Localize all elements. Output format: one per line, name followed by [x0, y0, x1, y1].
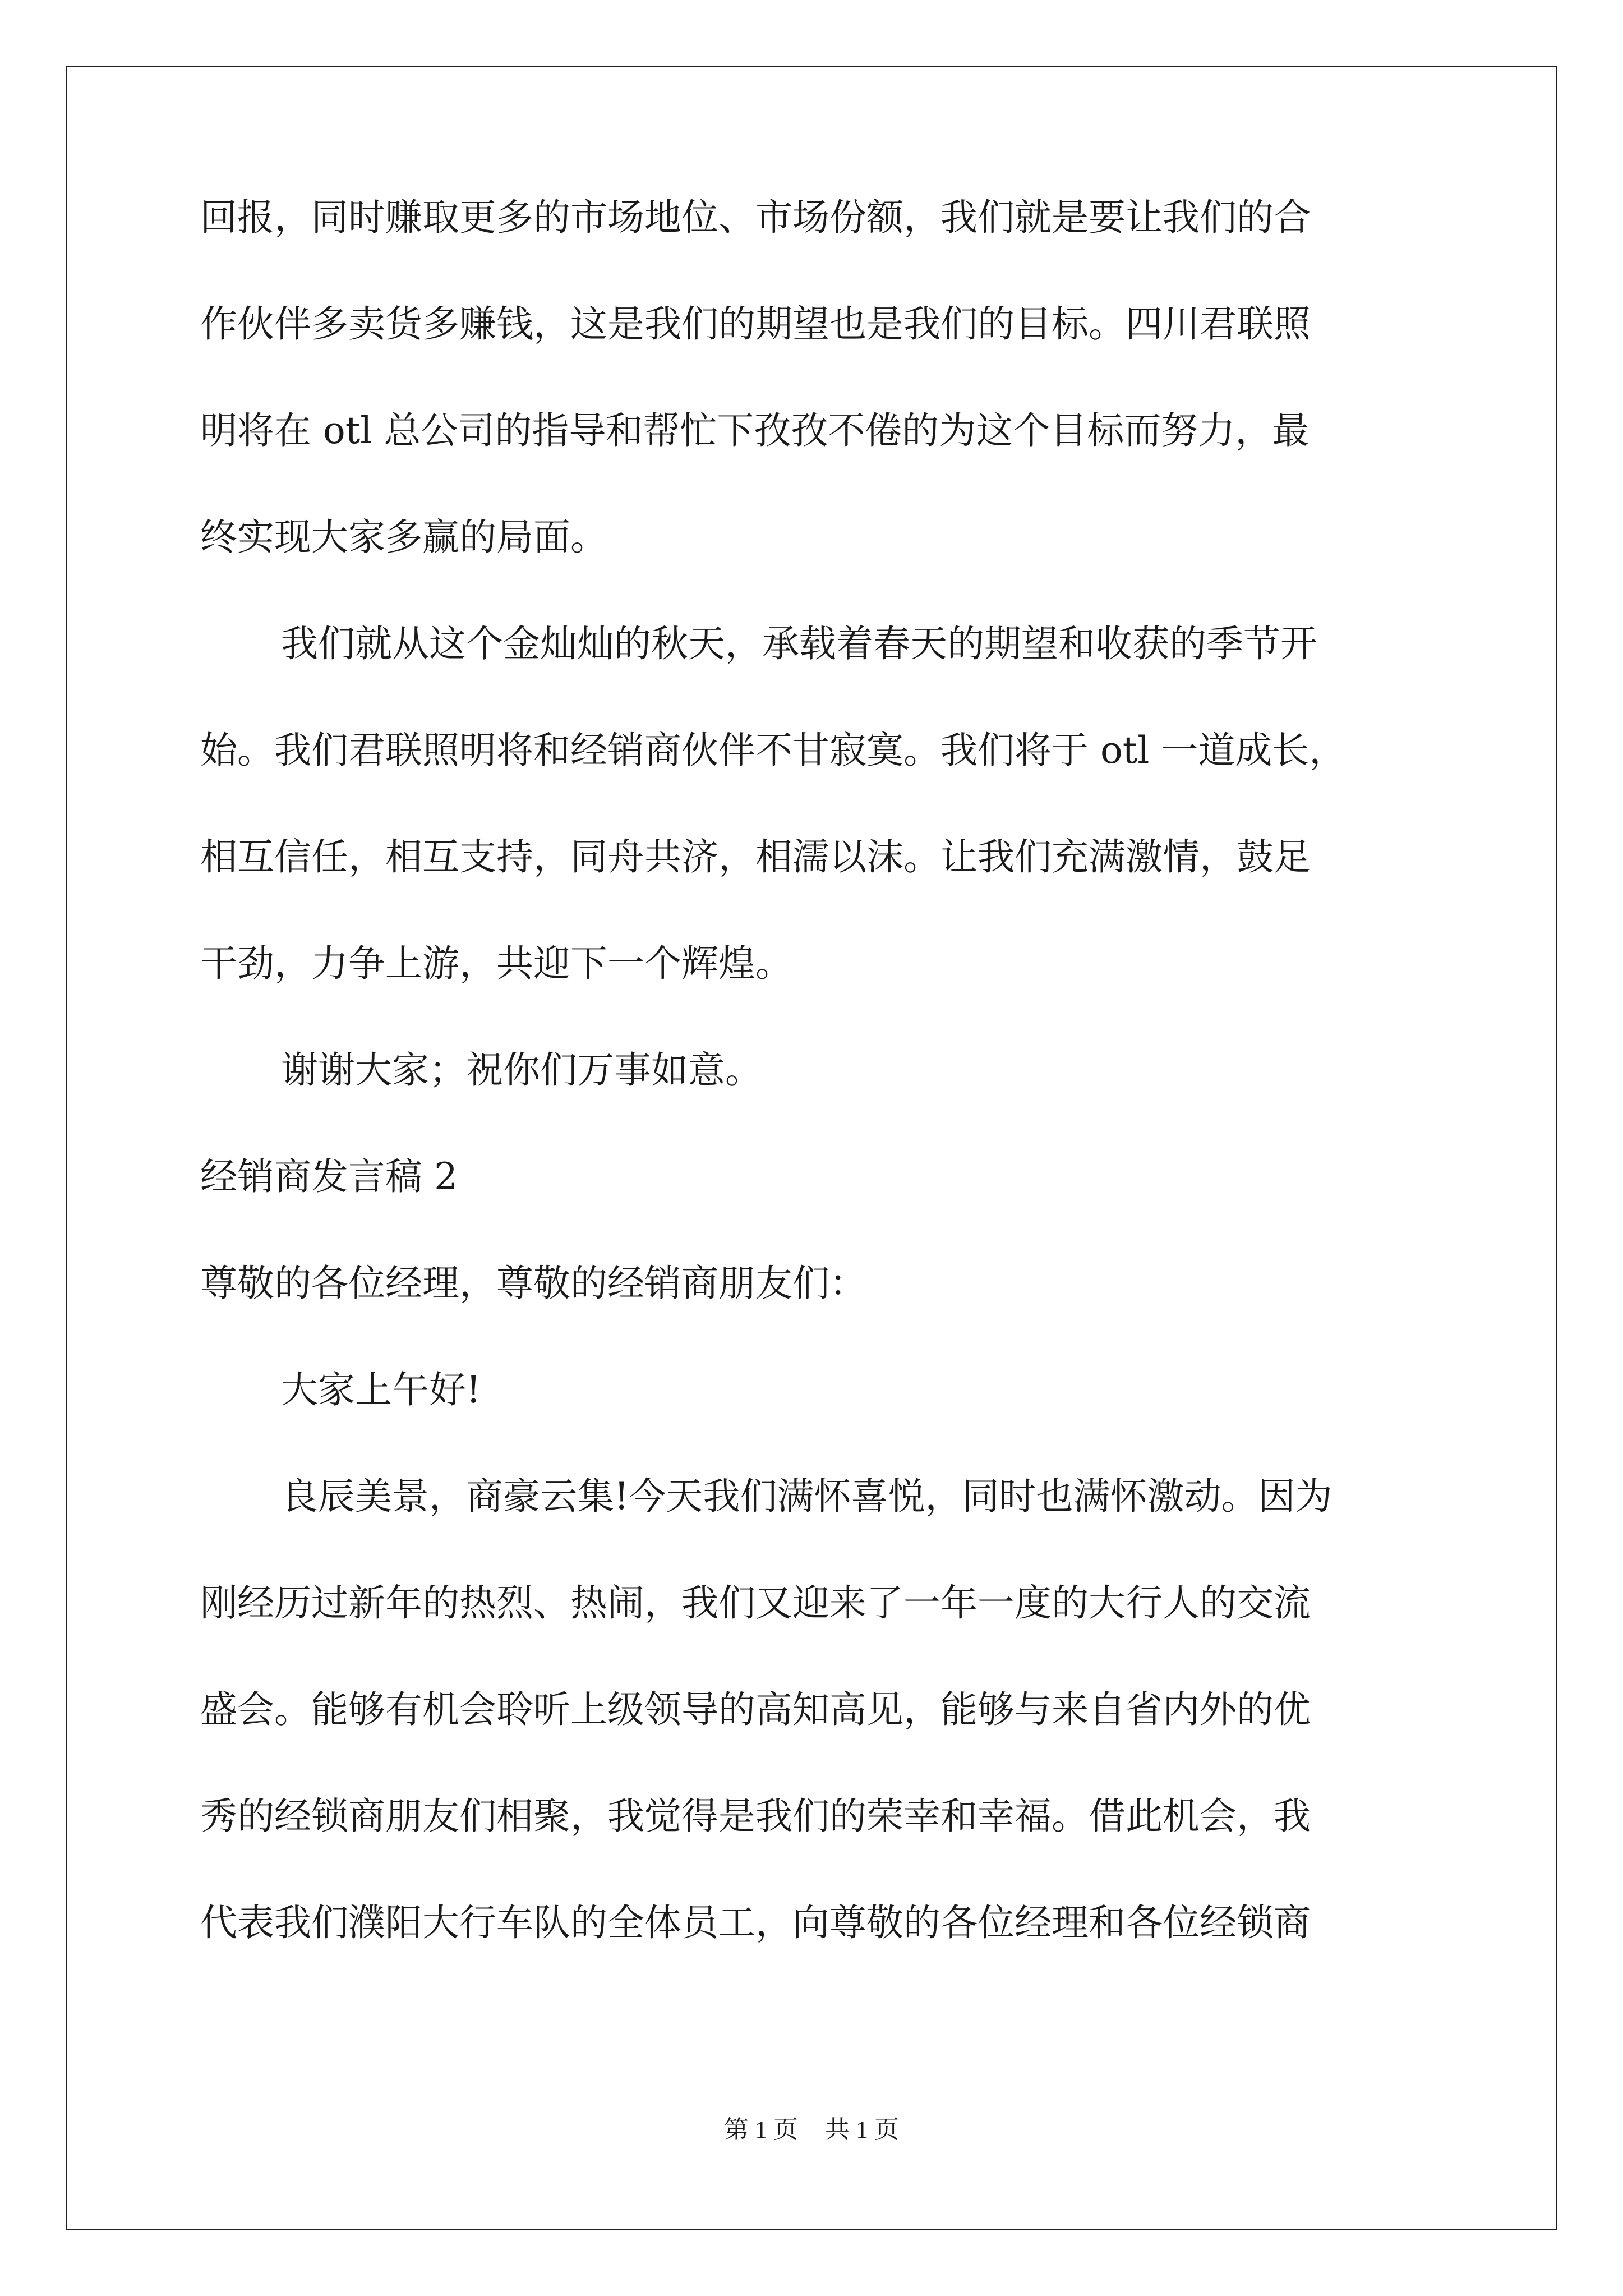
text-line: 刚经历过新年的热烈、热闹，我们又迎来了一年一度的大行人的交流 — [200, 1581, 1311, 1625]
page-number: 第 1 页 — [724, 2116, 798, 2143]
text-line: 秀的经锁商朋友们相聚，我觉得是我们的荣幸和幸福。借此机会，我 — [200, 1795, 1311, 1838]
text-line: 回报，同时赚取更多的市场地位、市场份额，我们就是要让我们的合 — [200, 196, 1311, 239]
text-line: 干劲，力争上游，共迎下一个辉煌。 — [200, 942, 792, 985]
text-line: 良辰美景，商豪云集!今天我们满怀喜悦，同时也满怀激动。因为 — [281, 1475, 1332, 1518]
text-line: 谢谢大家；祝你们万事如意。 — [281, 1048, 762, 1092]
salutation: 尊敬的各位经理，尊敬的经销商朋友们： — [200, 1262, 866, 1305]
text-line: 作伙伴多卖货多赚钱，这是我们的期望也是我们的目标。四川君联照 — [200, 302, 1311, 346]
text-line: 我们就从这个金灿灿的秋天，承载着春天的期望和收获的季节开 — [281, 622, 1317, 665]
section-heading: 经销商发言稿 2 — [200, 1155, 458, 1198]
text-line: 代表我们濮阳大行车队的全体员工，向尊敬的各位经理和各位经锁商 — [200, 1901, 1311, 1944]
text-line: 终实现大家多赢的局面。 — [200, 516, 607, 559]
text-line: 明将在 otl 总公司的指导和帮忙下孜孜不倦的为这个目标而努力，最 — [200, 409, 1310, 452]
page-footer — [0, 2114, 1623, 2146]
greeting: 大家上午好! — [281, 1368, 481, 1411]
text-line: 始。我们君联照明将和经销商伙伴不甘寂寞。我们将于 otl 一道成长， — [200, 729, 1347, 772]
page-total: 共 1 页 — [825, 2116, 899, 2143]
text-line: 盛会。能够有机会聆听上级领导的高知高见，能够与来自省内外的优 — [200, 1688, 1311, 1731]
text-line: 相互信任，相互支持，同舟共济，相濡以沫。让我们充满激情，鼓足 — [200, 835, 1311, 878]
